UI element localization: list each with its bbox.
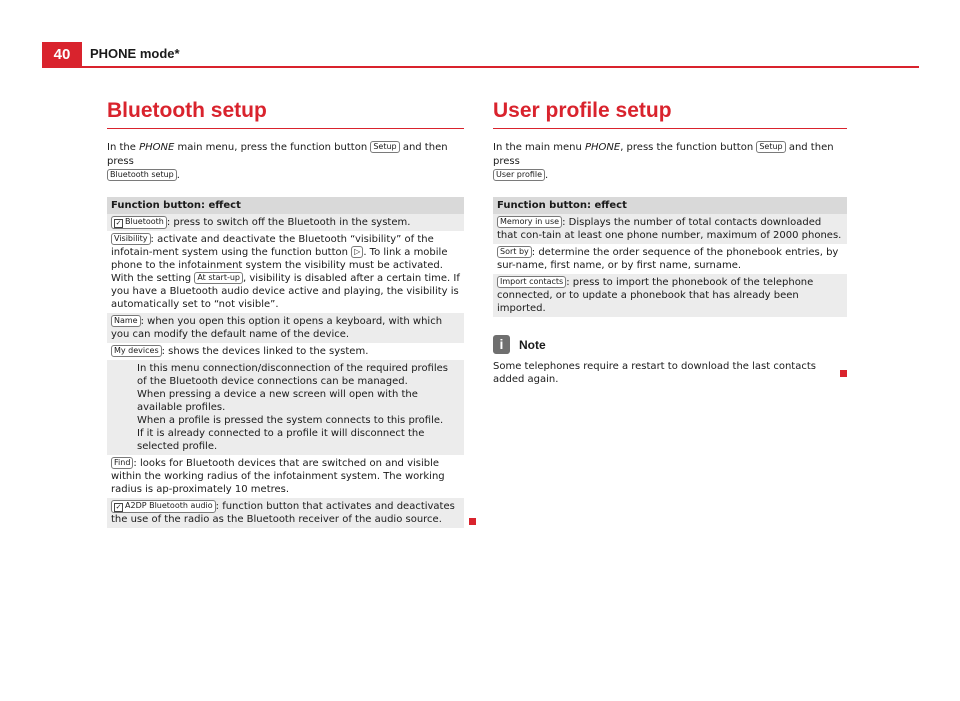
menu-name: PHONE xyxy=(139,142,175,153)
table-row: ✓ Bluetooth : press to switch off the Bluetooth in the system. xyxy=(107,214,464,231)
import-contacts-key: Import contacts xyxy=(497,276,566,288)
my-devices-key: My devices xyxy=(111,345,162,357)
checkbox-icon: ✓ xyxy=(115,219,122,227)
table-row: My devices : shows the devices linked to the system. xyxy=(107,343,464,360)
table-header: Function button: effect xyxy=(493,197,847,214)
find-key: Find xyxy=(111,457,133,469)
info-icon: i xyxy=(493,335,510,354)
note-title: Note xyxy=(519,337,546,352)
checkbox-icon: ✓ xyxy=(115,503,122,511)
a2dp-key: ✓ A2DP Bluetooth audio xyxy=(111,500,216,513)
table-row: ✓ A2DP Bluetooth audio : function button that activates and deactivates the use of the radio as the Bluetooth receiver of the audio source. xyxy=(107,498,464,528)
user-profile-key: User profile xyxy=(493,169,545,181)
bluetooth-setup-section xyxy=(107,98,464,528)
play-arrow-key: ▷ xyxy=(351,246,363,258)
user-profile-intro: In the main menu PHONE, press the function button Setup and then press User profile . xyxy=(493,142,834,181)
note-body: Some telephones require a restart to download the last contacts added again. xyxy=(493,361,816,385)
section-end-marker xyxy=(469,518,476,525)
table-header: Function button: effect xyxy=(107,197,464,214)
setup-key: Setup xyxy=(756,141,785,153)
header-rule xyxy=(42,66,919,68)
table-row: Visibility : activate and deactivate the Bluetooth “visibility” of the infotain-ment system using the function button ▷ . To link a mobile phone to the infotainment system the visibility must be activated. With the setting At start-up , visibility is disabled after a certain time. If you have a Bluetooth audio device active and playing, the visibility is automatically set to “not visible”. xyxy=(107,231,464,313)
sort-by-key: Sort by xyxy=(497,246,532,258)
at-start-up-key: At start-up xyxy=(194,272,243,284)
user-profile-title: User profile setup xyxy=(493,99,672,122)
table-row: Find : looks for Bluetooth devices that are switched on and visible within the working radius of the infotainment system. The working radius is ap-proximately 10 metres. xyxy=(107,455,464,498)
table-row: Memory in use : Displays the number of total contacts downloaded that con-tain at least one phone number, maximum of 2000 phones. xyxy=(493,214,847,244)
detail-line: When pressing a device a new screen will open with the available profiles. xyxy=(137,389,418,413)
detail-line: If it is already connected to a profile it will disconnect the selected profile. xyxy=(137,428,425,452)
memory-in-use-key: Memory in use xyxy=(497,216,562,228)
my-devices-details xyxy=(107,360,464,455)
bluetooth-setup-key: Bluetooth setup xyxy=(107,169,177,181)
title-rule xyxy=(107,128,464,129)
bluetooth-function-table xyxy=(107,197,464,528)
table-row: Sort by : determine the order sequence of the phonebook entries, by sur-name, first name, or by first name, surname. xyxy=(493,244,847,274)
running-title: PHONE mode* xyxy=(90,46,180,61)
user-profile-section xyxy=(493,98,847,386)
title-rule xyxy=(493,128,847,129)
user-profile-function-table xyxy=(493,197,847,317)
page-number: 40 xyxy=(42,42,82,68)
detail-line: When a profile is pressed the system connects to this profile. xyxy=(137,415,444,426)
bluetooth-intro: In the PHONE main menu, press the function button Setup and then press Bluetooth setup . xyxy=(107,142,448,181)
note-box xyxy=(493,335,847,354)
section-end-marker xyxy=(840,370,847,377)
detail-line: In this menu connection/disconnection of the required profiles of the Bluetooth device connections can be managed. xyxy=(137,363,449,387)
bluetooth-key: ✓ Bluetooth xyxy=(111,216,167,229)
visibility-key: Visibility xyxy=(111,233,151,245)
bluetooth-setup-title: Bluetooth setup xyxy=(107,99,267,122)
table-row: Import contacts : press to import the phonebook of the telephone connected, or to update a phonebook that has already been imported. xyxy=(493,274,847,317)
table-row: Name : when you open this option it opens a keyboard, with which you can modify the default name of the device. xyxy=(107,313,464,343)
name-key: Name xyxy=(111,315,141,327)
menu-name: PHONE xyxy=(584,142,621,153)
setup-key: Setup xyxy=(370,141,399,153)
